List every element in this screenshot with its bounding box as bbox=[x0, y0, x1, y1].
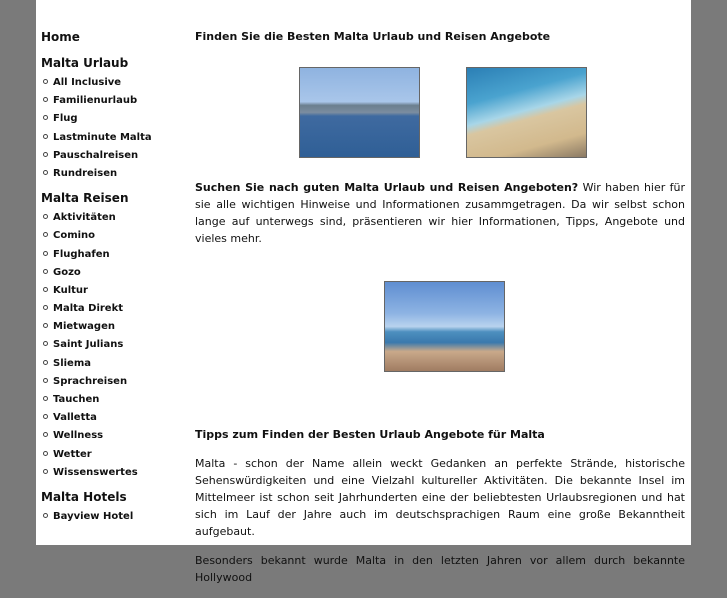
page bbox=[36, 0, 691, 584]
nav-group-title: Malta Urlaub bbox=[41, 56, 129, 70]
intro-bold-text: Suchen Sie nach guten Malta Urlaub und Reisen Angeboten? bbox=[195, 181, 579, 194]
nav-group-malta-urlaub bbox=[41, 56, 191, 183]
nav-group-malta-hotels bbox=[41, 490, 191, 526]
nav-link-saint-julians[interactable]: Saint Julians bbox=[53, 339, 124, 351]
nav-link-flug[interactable]: Flug bbox=[53, 113, 78, 125]
nav-item bbox=[41, 227, 191, 245]
bullet-icon bbox=[43, 269, 48, 274]
nav-link-lastminute-malta[interactable]: Lastminute Malta bbox=[53, 131, 152, 143]
bullet-icon bbox=[43, 115, 48, 120]
nav-link-kultur[interactable]: Kultur bbox=[53, 284, 88, 296]
intro-paragraph bbox=[195, 179, 685, 247]
image-center bbox=[195, 281, 685, 372]
nav-link-flughafen[interactable]: Flughafen bbox=[53, 248, 110, 260]
nav-item bbox=[41, 246, 191, 264]
bullet-icon bbox=[43, 170, 48, 175]
nav-link-aktivitaeten[interactable]: Aktivitäten bbox=[53, 212, 116, 224]
nav-item bbox=[41, 391, 191, 409]
nav-item bbox=[41, 373, 191, 391]
nav-item bbox=[41, 92, 191, 110]
nav-item bbox=[41, 129, 191, 147]
bullet-icon bbox=[43, 513, 48, 518]
nav-item bbox=[41, 110, 191, 128]
nav-item bbox=[41, 355, 191, 373]
nav-item bbox=[41, 427, 191, 445]
nav-item bbox=[41, 464, 191, 482]
nav-link-comino[interactable]: Comino bbox=[53, 230, 96, 242]
bullet-icon bbox=[43, 360, 48, 365]
nav-list bbox=[41, 74, 191, 183]
nav-item bbox=[41, 147, 191, 165]
nav-item bbox=[41, 209, 191, 227]
bullet-icon bbox=[43, 214, 48, 219]
page-title: Finden Sie die Besten Malta Urlaub und Reisen Angebote bbox=[195, 30, 551, 43]
nav-item bbox=[41, 300, 191, 318]
body-paragraph: Malta - schon der Name allein weckt Gedanken an perfekte Strände, historische Sehenswürdigkeiten und eine Vielzahl kultureller Aktivitäten. Die bekannte Insel im Mittelmeer ist schon seit Jahrhunderten eine der beliebtesten Urlaubsregionen und hat sich im Lauf der Jahre auch im deutschsprachigen Raum eine große Bekanntheit aufgebaut. bbox=[195, 457, 685, 538]
nav-link-gozo[interactable]: Gozo bbox=[53, 266, 81, 278]
nav-link-wetter[interactable]: Wetter bbox=[53, 448, 92, 460]
bullet-icon bbox=[43, 79, 48, 84]
bullet-icon bbox=[43, 378, 48, 383]
bullet-icon bbox=[43, 287, 48, 292]
nav-link-tauchen[interactable]: Tauchen bbox=[53, 394, 100, 405]
nav-link-valletta[interactable]: Valletta bbox=[53, 412, 97, 424]
image-row bbox=[195, 67, 685, 158]
sea-mountains-photo bbox=[299, 67, 420, 158]
nav-item bbox=[41, 74, 191, 92]
beach-photo bbox=[466, 67, 587, 158]
bullet-icon bbox=[43, 97, 48, 102]
nav-home-link[interactable]: Home bbox=[41, 30, 80, 44]
nav-list bbox=[41, 209, 191, 482]
bullet-icon bbox=[43, 396, 48, 401]
bullet-icon bbox=[43, 134, 48, 139]
nav-item bbox=[41, 165, 191, 183]
bullet-icon bbox=[43, 414, 48, 419]
nav-list bbox=[41, 508, 191, 526]
bullet-icon bbox=[43, 469, 48, 474]
nav-item bbox=[41, 318, 191, 336]
nav-link-wissenswertes[interactable]: Wissenswertes bbox=[53, 466, 138, 478]
nav-link-sliema[interactable]: Sliema bbox=[53, 357, 92, 369]
section-heading: Tipps zum Finden der Besten Urlaub Angebote für Malta bbox=[195, 428, 545, 441]
nav-link-malta-direkt[interactable]: Malta Direkt bbox=[53, 303, 124, 315]
nav-link-familienurlaub[interactable]: Familienurlaub bbox=[53, 95, 138, 107]
bullet-icon bbox=[43, 432, 48, 437]
bullet-icon bbox=[43, 152, 48, 157]
main-content bbox=[195, 30, 685, 598]
nav-link-pauschalreisen[interactable]: Pauschalreisen bbox=[53, 149, 139, 161]
nav-link-mietwagen[interactable]: Mietwagen bbox=[53, 321, 115, 333]
bullet-icon bbox=[43, 232, 48, 237]
bullet-icon bbox=[43, 251, 48, 256]
nav-item bbox=[41, 264, 191, 282]
nav-link-sprachreisen[interactable]: Sprachreisen bbox=[53, 375, 128, 387]
nav-link-bayview-hotel[interactable]: Bayview Hotel bbox=[53, 510, 134, 522]
nav-link-all-inclusive[interactable]: All Inclusive bbox=[53, 77, 122, 88]
nav-group-title: Malta Hotels bbox=[41, 489, 127, 504]
nav-link-rundreisen[interactable]: Rundreisen bbox=[53, 167, 118, 179]
nav-link-wellness[interactable]: Wellness bbox=[53, 430, 104, 442]
bullet-icon bbox=[43, 305, 48, 310]
intro-text: Wir haben hier für sie alle wichtigen Hinweise und Informationen zusammgetragen. Da wir selbst schon lange auf unterwegs sind, präsentieren wir hier Informationen, Tipps, Angebote und vieles mehr. bbox=[195, 181, 685, 245]
nav-item bbox=[41, 508, 191, 526]
nav-group-malta-reisen bbox=[41, 191, 191, 482]
bullet-icon bbox=[43, 451, 48, 456]
nav-item bbox=[41, 336, 191, 354]
bullet-icon bbox=[43, 323, 48, 328]
sidebar-nav bbox=[41, 30, 191, 526]
nav-item bbox=[41, 282, 191, 300]
body-paragraph: Besonders bekannt wurde Malta in den letzten Jahren vor allem durch bekannte Hollywood bbox=[195, 554, 685, 584]
bullet-icon bbox=[43, 341, 48, 346]
nav-item bbox=[41, 409, 191, 427]
nav-group-title: Malta Reisen bbox=[41, 191, 129, 206]
beach-umbrella-photo bbox=[384, 281, 505, 372]
nav-item bbox=[41, 446, 191, 464]
